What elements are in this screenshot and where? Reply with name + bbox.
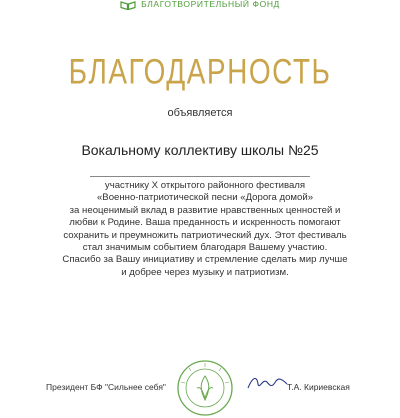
body-line: участнику X открытого районного фестиваля (104, 180, 306, 191)
stamp-seal (175, 358, 235, 418)
body-line: стал значимым событием благодаря Вашему участию. (82, 242, 328, 254)
org-name: БЛАГОТВОРИТЕЛЬНЫЙ ФОНД (141, 0, 280, 9)
signatory-name: Т.А. Кириевская (287, 382, 350, 392)
certificate-title: БЛАГОДАРНОСТЬ (68, 52, 332, 91)
announced-text: объявляется (167, 107, 233, 119)
book-icon (120, 1, 136, 10)
body-line: за неоценимый вклад в развитие нравственных ценностей и (69, 204, 341, 216)
signatory-title: Президент БФ "Сильнее себя" (46, 382, 166, 392)
body-line: «Военно-патриотической песни «Дорога домой» (96, 192, 314, 204)
recipient-underline (90, 176, 310, 177)
body-line: и добрее через музыку и патриотизм. (121, 266, 289, 278)
body-line: любви к Родине. Ваша преданность и искренность помогают (69, 217, 341, 229)
body-line: сохранить и преумножить патриотический дух. Этот фестиваль (63, 229, 347, 241)
header-logo (0, 0, 400, 10)
recipient-name: Вокальному коллективу школы №25 (81, 142, 319, 158)
handwritten-signature (245, 372, 290, 394)
body-line: Спасибо за Вашу инициативу и стремление сделать мир лучше (62, 254, 348, 266)
certificate-body (60, 180, 350, 279)
